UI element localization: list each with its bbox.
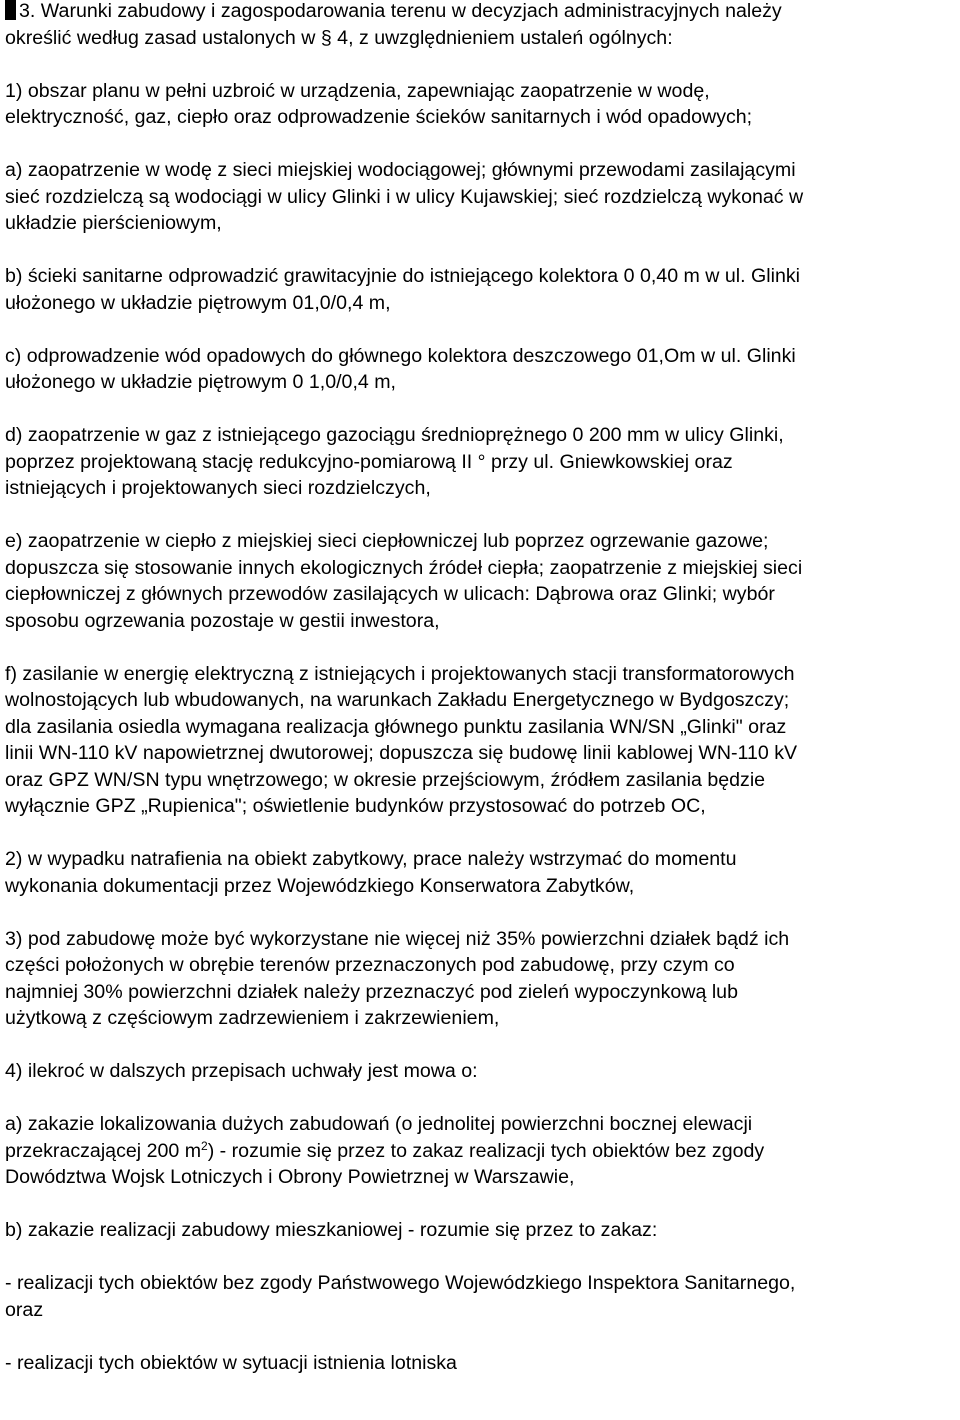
item-f-line-4: linii WN-110 kV napowietrznej dwutorowej; dopuszcza się budowę linii kablowej WN-110 kV: [5, 742, 798, 764]
item-1-line-1: 1) obszar planu w pełni uzbroić w urządzenia, zapewniając zaopatrzenie w wodę,: [5, 79, 710, 102]
item-2-line-2: wykonania dokumentacji przez Wojewódzkiego Konserwatora Zabytków,: [5, 874, 635, 897]
item-4-line-1: 4) ilekroć w dalszych przepisach uchwały jest mowa o:: [5, 1060, 478, 1082]
item-d-line-3: istniejących i projektowanych sieci rozdzielczych,: [5, 477, 431, 499]
item-a-line-3: układzie pierścieniowym,: [5, 212, 222, 234]
item-f-line-3: dla zasilania osiedla wymagana realizacja głównego punktu zasilania WN/SN „Glinki" oraz: [5, 715, 787, 738]
item-3-line-2: części położonych w obrębie terenów przeznaczonych pod zabudowę, przy czym co: [5, 954, 735, 976]
item-e-line-1: e) zaopatrzenie w ciepło z miejskiej sieci ciepłowniczej lub poprzez ogrzewanie gazowe;: [5, 530, 769, 552]
item-e-paragraph: [5, 528, 955, 634]
item-4a-line-2: [5, 1138, 955, 1165]
dash-2-paragraph: [5, 1350, 955, 1377]
item-a-line-1: a) zaopatrzenie w wodę z sieci miejskiej wodociągowej; głównymi przewodami zasilającymi: [5, 159, 796, 181]
item-b-line-1: b) ścieki sanitarne odprowadzić grawitacyjnie do istniejącego kolektora 0 0,40 m w ul. Glinki: [5, 265, 801, 287]
document-page: [5, 0, 955, 1376]
item-f-line-1: f) zasilanie w energię elektryczną z istniejących i projektowanych stacji transformatorowych: [5, 662, 795, 685]
item-d-line-1: d) zaopatrzenie w gaz z istniejącego gazociągu średnioprężnego 0 200 mm w ulicy Glinki,: [5, 424, 784, 446]
item-c-line-2: ułożonego w układzie piętrowym 0 1,0/0,4 m,: [5, 371, 396, 393]
item-c-paragraph: [5, 343, 955, 396]
item-3-line-4: użytkową z częściowym zadrzewieniem i zakrzewieniem,: [5, 1007, 500, 1029]
item-4a-line-3: Dowództwa Wojsk Lotniczych i Obrony Powietrznej w Warszawie,: [5, 1166, 575, 1188]
section-3-line-1: 3. Warunki zabudowy i zagospodarowania terenu w decyzjach administracyjnych należy: [19, 0, 782, 22]
section-marker-icon: [5, 0, 16, 20]
dash-1-line-1: - realizacji tych obiektów bez zgody Państwowego Wojewódzkiego Inspektora Sanitarnego,: [5, 1272, 796, 1294]
dash-2-line-1: - realizacji tych obiektów w sytuacji istnienia lotniska: [5, 1351, 457, 1374]
item-d-line-2: poprzez projektowaną stację redukcyjno-pomiarową II ° przy ul. Gniewkowskiej oraz: [5, 450, 733, 473]
item-b-paragraph: [5, 263, 955, 316]
item-f-paragraph: [5, 661, 955, 820]
item-1-line-2: elektryczność, gaz, ciepło oraz odprowadzenie ścieków sanitarnych i wód opadowych;: [5, 106, 753, 128]
item-2-line-1: 2) w wypadku natrafienia na obiekt zabytkowy, prace należy wstrzymać do momentu: [5, 848, 737, 870]
item-4a-line-2-after: ) - rozumie się przez to zakaz realizacji tych obiektów bez zgody: [207, 1139, 765, 1162]
item-f-line-2: wolnostojących lub wbudowanych, na warunkach Zakładu Energetycznego w Bydgoszczy;: [5, 689, 790, 711]
item-4a-line-1: a) zakazie lokalizowania dużych zabudowań (o jednolitej powierzchni bocznej elewacji: [5, 1113, 753, 1135]
item-b-line-2: ułożonego w układzie piętrowym 01,0/0,4 m,: [5, 291, 391, 314]
item-d-paragraph: [5, 422, 955, 502]
item-f-line-6: wyłącznie GPZ „Rupienica"; oświetlenie budynków przystosować do potrzeb OC,: [5, 795, 706, 817]
dash-1-line-2: oraz: [5, 1298, 44, 1321]
item-a-line-2: sieć rozdzielczą są wodociągi w ulicy Glinki i w ulicy Kujawskiej; sieć rozdzielczą wykonać w: [5, 185, 804, 208]
item-3-paragraph: [5, 926, 955, 1032]
item-1-paragraph: [5, 78, 955, 131]
item-c-line-1: c) odprowadzenie wód opadowych do głównego kolektora deszczowego 01,Om w ul. Glinki: [5, 344, 796, 367]
section-3-line-2: określić według zasad ustalonych w § 4, z uwzględnieniem ustaleń ogólnych:: [5, 26, 673, 49]
item-3-line-3: najmniej 30% powierzchni działek należy przeznaczyć pod zieleń wypoczynkową lub: [5, 980, 738, 1003]
item-2-paragraph: [5, 846, 955, 899]
item-4-paragraph: [5, 1058, 955, 1085]
item-e-line-2: dopuszcza się stosowanie innych ekologicznych źródeł ciepła; zaopatrzenie z miejskiej sieci: [5, 556, 803, 579]
item-4b-paragraph: [5, 1217, 955, 1244]
item-a-paragraph: [5, 157, 955, 237]
item-e-line-3: ciepłowniczej z głównych przewodów zasilających w ulicach: Dąbrowa oraz Glinki; wybór: [5, 583, 775, 605]
item-4b-line-1: b) zakazie realizacji zabudowy mieszkaniowej - rozumie się przez to zakaz:: [5, 1219, 658, 1241]
item-e-line-4: sposobu ogrzewania pozostaje w gestii inwestora,: [5, 609, 440, 632]
item-4a-paragraph: [5, 1111, 955, 1191]
item-3-line-1: 3) pod zabudowę może być wykorzystane nie więcej niż 35% powierzchni działek bądź ich: [5, 927, 790, 950]
item-4a-line-2-before: przekraczającej 200 m: [5, 1139, 202, 1162]
dash-1-paragraph: [5, 1270, 955, 1323]
item-f-line-5: oraz GPZ WN/SN typu wnętrzowego; w okresie przejściowym, źródłem zasilania będzie: [5, 768, 766, 791]
superscript-exponent: 2: [201, 1138, 208, 1153]
section-3-heading: [5, 0, 955, 51]
